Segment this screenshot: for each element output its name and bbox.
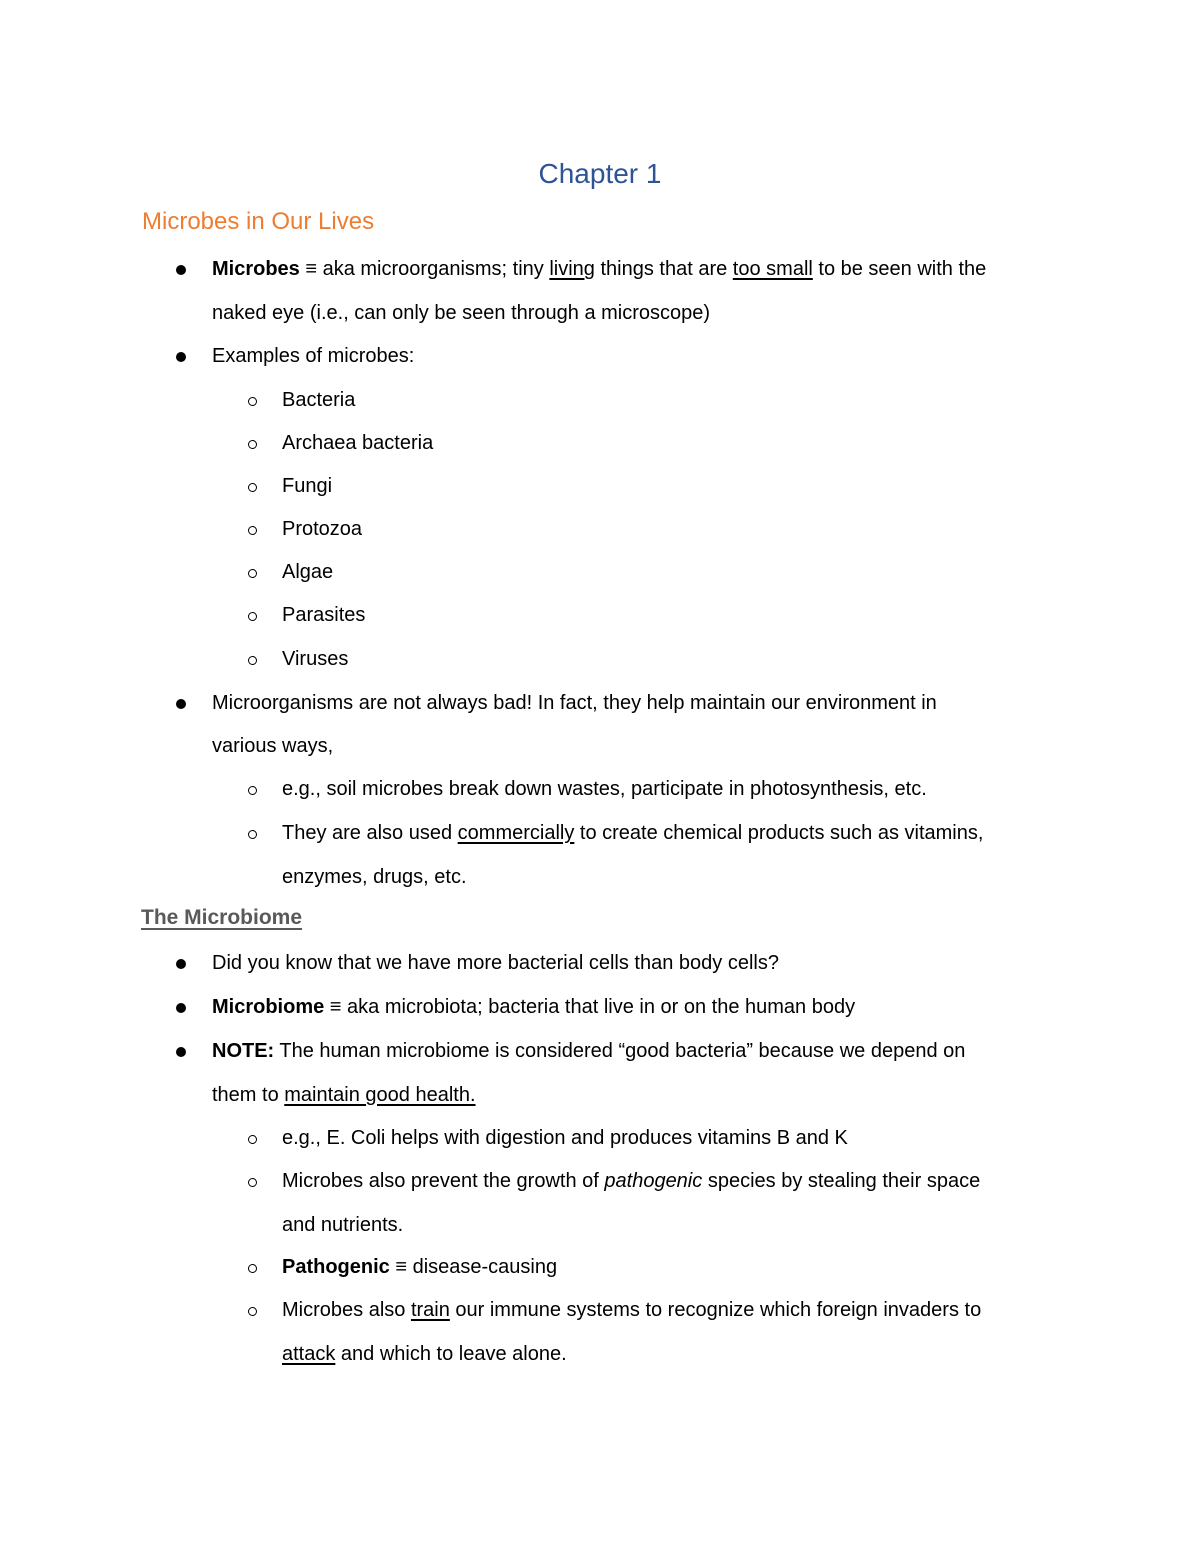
term-pathogenic: Pathogenic bbox=[282, 1256, 390, 1278]
bullet-icon bbox=[176, 1003, 186, 1013]
text-span: our immune systems to recognize which foreign invaders to bbox=[449, 1299, 982, 1321]
paragraph-line bbox=[212, 253, 986, 285]
list-item-continuation: enzymes, drugs, etc. bbox=[282, 866, 467, 888]
text-span: things that are bbox=[594, 258, 733, 280]
paragraph-line bbox=[212, 991, 855, 1023]
paragraph-line bbox=[212, 1035, 965, 1067]
paragraph-line: Microorganisms are not always bad! In fact, they help maintain our environment in bbox=[212, 692, 937, 714]
text-span: ≡ aka microorganisms; tiny bbox=[299, 258, 550, 280]
text-span: and which to leave alone. bbox=[335, 1343, 567, 1365]
section-heading-microbes: Microbes in Our Lives bbox=[142, 208, 375, 235]
term-microbes: Microbes bbox=[212, 258, 300, 280]
underlined-attack: attack bbox=[282, 1343, 336, 1365]
text-span: species by stealing their space bbox=[702, 1170, 981, 1192]
circle-bullet-icon bbox=[248, 397, 257, 406]
circle-bullet-icon bbox=[248, 830, 257, 839]
section-heading-microbiome: The Microbiome bbox=[141, 906, 303, 929]
list-item: Protozoa bbox=[282, 518, 363, 540]
list-item-continuation: and nutrients. bbox=[282, 1214, 404, 1236]
circle-bullet-icon bbox=[248, 1135, 257, 1144]
list-item bbox=[282, 1251, 557, 1283]
bullet-icon bbox=[176, 699, 186, 709]
text-span: Microbes also bbox=[282, 1299, 411, 1321]
bullet-icon bbox=[176, 265, 186, 275]
list-item: Viruses bbox=[282, 648, 349, 670]
circle-bullet-icon bbox=[248, 656, 257, 665]
circle-bullet-icon bbox=[248, 569, 257, 578]
list-item: Parasites bbox=[282, 604, 366, 626]
circle-bullet-icon bbox=[248, 786, 257, 795]
paragraph-line: various ways, bbox=[212, 735, 334, 757]
circle-bullet-icon bbox=[248, 526, 257, 535]
bullet-icon bbox=[176, 352, 186, 362]
paragraph-line: Did you know that we have more bacterial cells than body cells? bbox=[212, 952, 779, 974]
list-item: e.g., E. Coli helps with digestion and produces vitamins B and K bbox=[282, 1127, 848, 1149]
circle-bullet-icon bbox=[248, 1178, 257, 1187]
text-span: They are also used bbox=[282, 822, 458, 844]
bullet-icon bbox=[176, 1047, 186, 1057]
text-span: Microbes also prevent the growth of bbox=[282, 1170, 605, 1192]
underlined-commercially: commercially bbox=[457, 822, 575, 844]
italic-pathogenic: pathogenic bbox=[604, 1170, 703, 1192]
underlined-train: train bbox=[410, 1299, 450, 1321]
text-span: to create chemical products such as vitamins, bbox=[574, 822, 984, 844]
circle-bullet-icon bbox=[248, 1264, 257, 1273]
paragraph-line: Examples of microbes: bbox=[212, 345, 415, 367]
text-span: to be seen with the bbox=[812, 258, 987, 280]
paragraph-line: naked eye (i.e., can only be seen through a microscope) bbox=[212, 302, 711, 324]
underlined-too-small: too small bbox=[732, 258, 813, 280]
list-item-continuation bbox=[282, 1338, 567, 1370]
text-span: them to bbox=[212, 1084, 285, 1106]
underlined-maintain-good-health: maintain good health. bbox=[284, 1084, 476, 1106]
underlined-living: living bbox=[549, 258, 595, 280]
list-item bbox=[282, 817, 983, 849]
circle-bullet-icon bbox=[248, 483, 257, 492]
list-item: e.g., soil microbes break down wastes, participate in photosynthesis, etc. bbox=[282, 778, 927, 800]
list-item bbox=[282, 1294, 981, 1326]
list-item: Fungi bbox=[282, 475, 333, 497]
text-span: ≡ aka microbiota; bacteria that live in or on the human body bbox=[324, 996, 856, 1018]
bullet-icon bbox=[176, 959, 186, 969]
list-item: Bacteria bbox=[282, 389, 356, 411]
note-label: NOTE: bbox=[212, 1040, 275, 1062]
text-span: The human microbiome is considered “good bacteria” because we depend on bbox=[274, 1040, 966, 1062]
circle-bullet-icon bbox=[248, 1307, 257, 1316]
list-item: Archaea bacteria bbox=[282, 432, 434, 454]
term-microbiome: Microbiome bbox=[212, 996, 325, 1018]
paragraph-line bbox=[212, 1079, 476, 1111]
circle-bullet-icon bbox=[248, 612, 257, 621]
list-item: Algae bbox=[282, 561, 334, 583]
chapter-title: Chapter 1 bbox=[538, 158, 662, 189]
circle-bullet-icon bbox=[248, 440, 257, 449]
text-span: ≡ disease-causing bbox=[389, 1256, 558, 1278]
list-item bbox=[282, 1165, 980, 1197]
